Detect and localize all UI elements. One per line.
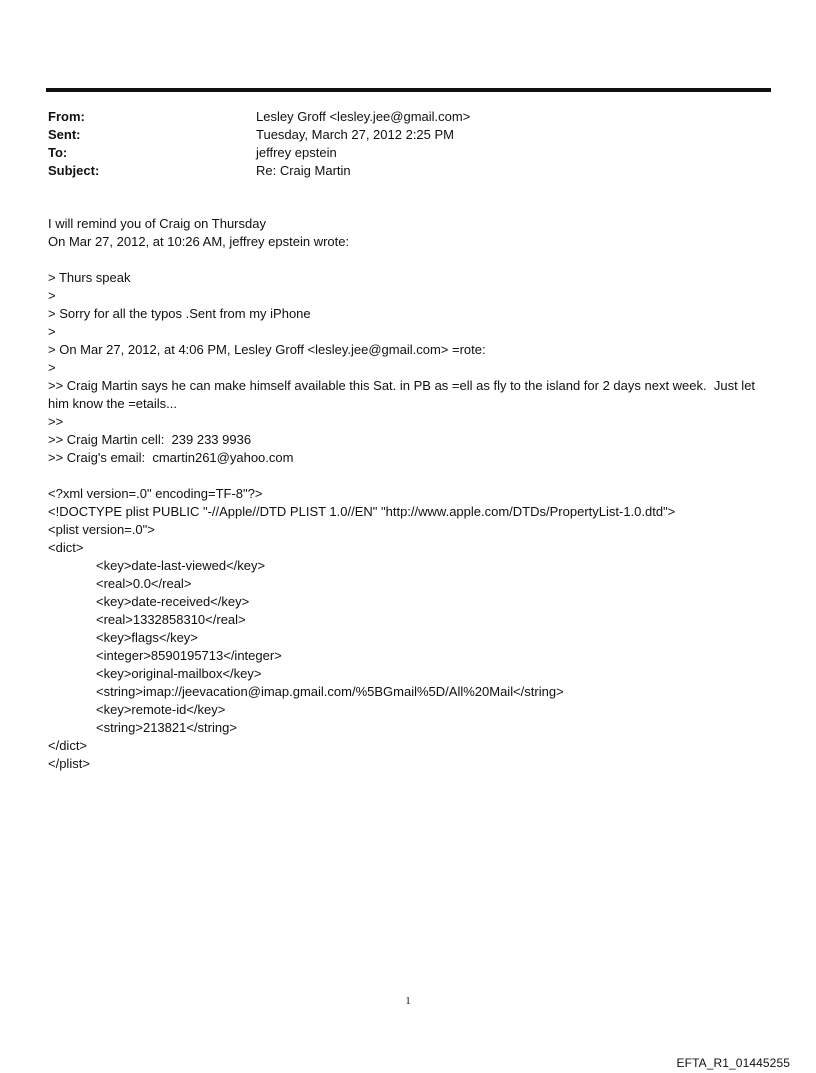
sent-label: Sent:: [48, 127, 81, 142]
blank-line: [48, 467, 776, 485]
quote-line: >> Craig's email: cmartin261@yahoo.com: [48, 450, 294, 465]
document-id: EFTA_R1_01445255: [676, 1056, 790, 1070]
subject-label: Subject:: [48, 163, 100, 178]
plist-entry: <integer>8590195713</integer>: [96, 648, 282, 663]
quote-line: >> Craig Martin says he can make himself available this Sat. in PB as =ell as fly to the island for 2 days next week. Just let him know the =etails...: [48, 378, 759, 411]
dict-close-tag: </dict>: [48, 738, 88, 753]
quote-line: >> Craig Martin cell: 239 233 9936: [48, 432, 252, 447]
quote-line: >: [48, 288, 56, 303]
plist-entry: <key>date-last-viewed</key>: [96, 558, 266, 573]
to-value: jeffrey epstein: [256, 145, 337, 160]
plist-entry: <real>1332858310</real>: [96, 612, 246, 627]
header-rule: [46, 88, 771, 92]
blank-line: [48, 251, 776, 269]
quote-line: > Thurs speak: [48, 270, 131, 285]
reply-line: I will remind you of Craig on Thursday: [48, 216, 266, 231]
subject-value: Re: Craig Martin: [256, 163, 351, 178]
attribution-line: On Mar 27, 2012, at 10:26 AM, jeffrey epstein wrote:: [48, 234, 350, 249]
plist-entry: <string>imap://jeevacation@imap.gmail.com/%5BGmail%5D/All%20Mail</string>: [96, 684, 564, 699]
from-row: [48, 108, 768, 126]
plist-entry: <key>date-received</key>: [96, 594, 250, 609]
plist-entry: <key>remote-id</key>: [96, 702, 226, 717]
quote-line: > On Mar 27, 2012, at 4:06 PM, Lesley Groff <lesley.jee@gmail.com> =rote:: [48, 342, 486, 357]
page-number: 1: [405, 995, 411, 1007]
plist-entry: <string>213821</string>: [96, 720, 237, 735]
from-value: Lesley Groff <lesley.jee@gmail.com>: [256, 109, 471, 124]
quote-line: > Sorry for all the typos .Sent from my iPhone: [48, 306, 311, 321]
plist-entry: <key>flags</key>: [96, 630, 198, 645]
email-header: [48, 108, 768, 180]
quote-line: >: [48, 360, 56, 375]
email-body: [48, 215, 776, 773]
to-label: To:: [48, 145, 68, 160]
from-label: From:: [48, 109, 85, 124]
plist-doctype: <!DOCTYPE plist PUBLIC "-//Apple//DTD PLIST 1.0//EN" "http://www.apple.com/DTDs/PropertyList-1.0.dtd">: [48, 504, 676, 519]
plist-xml-declaration: <?xml version=.0" encoding=TF-8"?>: [48, 486, 263, 501]
plist-close-tag: </plist>: [48, 756, 90, 771]
plist-open-tag: <plist version=.0">: [48, 522, 155, 537]
subject-row: [48, 162, 768, 180]
quote-line: >: [48, 324, 56, 339]
quote-line: >>: [48, 414, 64, 429]
sent-row: [48, 126, 768, 144]
sent-value: Tuesday, March 27, 2012 2:25 PM: [256, 127, 454, 142]
plist-entry: <key>original-mailbox</key>: [96, 666, 262, 681]
plist-entry: <real>0.0</real>: [96, 576, 192, 591]
to-row: [48, 144, 768, 162]
dict-open-tag: <dict>: [48, 540, 84, 555]
